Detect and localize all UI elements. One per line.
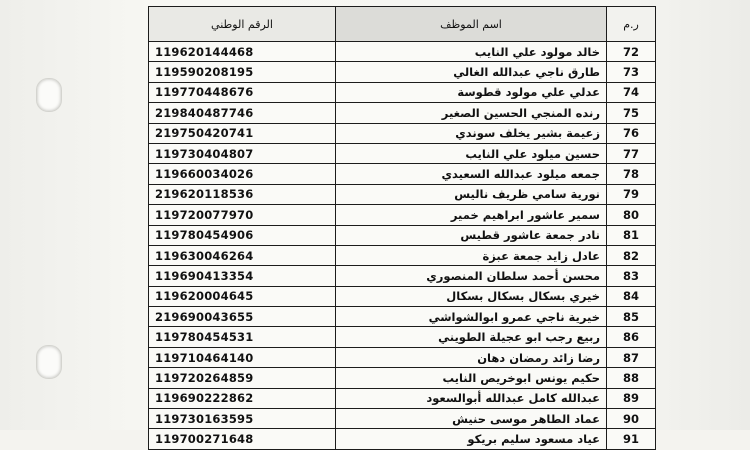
- row-employee-name: خالد مولود علي النايب: [336, 42, 607, 62]
- table-row: [149, 245, 656, 265]
- row-employee-name: عادل زايد جمعة عبزة: [336, 245, 607, 265]
- row-serial-number: 87: [607, 347, 656, 367]
- row-serial-number: 84: [607, 286, 656, 306]
- table-row: [149, 42, 656, 62]
- row-national-id: 219620118536: [149, 184, 336, 204]
- table-row: [149, 388, 656, 408]
- row-national-id: 219690043655: [149, 307, 336, 327]
- table-row: [149, 82, 656, 102]
- table-row: [149, 327, 656, 347]
- table-row: [149, 429, 656, 449]
- row-serial-number: 76: [607, 123, 656, 143]
- header-employee-name: اسم الموظف: [336, 7, 607, 42]
- row-national-id: 119720264859: [149, 368, 336, 388]
- row-national-id: 119780454906: [149, 225, 336, 245]
- row-serial-number: 72: [607, 42, 656, 62]
- header-serial-number: ر.م: [607, 7, 656, 42]
- row-serial-number: 77: [607, 143, 656, 163]
- row-serial-number: 74: [607, 82, 656, 102]
- row-national-id: 119710464140: [149, 347, 336, 367]
- row-national-id: 119590208195: [149, 62, 336, 82]
- row-employee-name: عبدالله كامل عبدالله أبوالسعود: [336, 388, 607, 408]
- row-serial-number: 80: [607, 205, 656, 225]
- row-serial-number: 81: [607, 225, 656, 245]
- row-national-id: 119630046264: [149, 245, 336, 265]
- row-employee-name: عماد الطاهر موسى حنيش: [336, 409, 607, 429]
- row-national-id: 119620144468: [149, 42, 336, 62]
- row-employee-name: حكيم يونس ابوخريص النايب: [336, 368, 607, 388]
- row-serial-number: 89: [607, 388, 656, 408]
- row-national-id: 119720077970: [149, 205, 336, 225]
- row-serial-number: 91: [607, 429, 656, 449]
- row-employee-name: نورية سامي ظريف ناليس: [336, 184, 607, 204]
- row-national-id: 119690413354: [149, 266, 336, 286]
- table-row: [149, 266, 656, 286]
- row-employee-name: عدلي علي مولود قطوسة: [336, 82, 607, 102]
- row-national-id: 119730404807: [149, 143, 336, 163]
- row-serial-number: 85: [607, 307, 656, 327]
- table-row: [149, 409, 656, 429]
- row-employee-name: رضا زائد رمضان دهان: [336, 347, 607, 367]
- punch-hole: [36, 345, 62, 379]
- row-national-id: 119700271648: [149, 429, 336, 449]
- row-serial-number: 82: [607, 245, 656, 265]
- row-employee-name: نادر جمعة عاشور قطيس: [336, 225, 607, 245]
- row-national-id: 119780454531: [149, 327, 336, 347]
- row-employee-name: جمعه ميلود عبدالله السعيدي: [336, 164, 607, 184]
- punch-hole: [36, 78, 62, 112]
- table-row: [149, 347, 656, 367]
- table-row: [149, 205, 656, 225]
- row-employee-name: رنده المنجي الحسين الصغير: [336, 103, 607, 123]
- row-serial-number: 90: [607, 409, 656, 429]
- row-serial-number: 75: [607, 103, 656, 123]
- row-serial-number: 88: [607, 368, 656, 388]
- table-row: [149, 143, 656, 163]
- row-employee-name: طارق ناجي عبدالله الغالي: [336, 62, 607, 82]
- table-row: [149, 62, 656, 82]
- row-serial-number: 73: [607, 62, 656, 82]
- table-row: [149, 286, 656, 306]
- table-row: [149, 307, 656, 327]
- row-employee-name: سمير عاشور ابراهيم خمير: [336, 205, 607, 225]
- row-serial-number: 78: [607, 164, 656, 184]
- row-national-id: 119620004645: [149, 286, 336, 306]
- row-national-id: 119770448676: [149, 82, 336, 102]
- table-row: [149, 368, 656, 388]
- row-national-id: 119730163595: [149, 409, 336, 429]
- row-national-id: 119690222862: [149, 388, 336, 408]
- row-serial-number: 86: [607, 327, 656, 347]
- row-national-id: 119660034026: [149, 164, 336, 184]
- row-national-id: 219840487746: [149, 103, 336, 123]
- row-employee-name: خيرية ناجي عمرو ابوالشواشي: [336, 307, 607, 327]
- row-national-id: 219750420741: [149, 123, 336, 143]
- row-employee-name: زعيمة بشير يخلف سوندي: [336, 123, 607, 143]
- table-row: [149, 184, 656, 204]
- header-national-id: الرقم الوطني: [149, 7, 336, 42]
- row-employee-name: حسين ميلود علي النايب: [336, 143, 607, 163]
- table-row: [149, 225, 656, 245]
- table-row: [149, 123, 656, 143]
- row-employee-name: ربيع رجب ابو عجيلة الطويني: [336, 327, 607, 347]
- row-employee-name: عياد مسعود سليم بريكو: [336, 429, 607, 449]
- row-employee-name: خيري بسكال بسكال بسكال: [336, 286, 607, 306]
- table-row: [149, 164, 656, 184]
- row-serial-number: 83: [607, 266, 656, 286]
- table-row: [149, 103, 656, 123]
- table-header-row: [149, 7, 656, 42]
- employee-table: [148, 6, 656, 450]
- row-serial-number: 79: [607, 184, 656, 204]
- row-employee-name: محسن أحمد سلطان المنصوري: [336, 266, 607, 286]
